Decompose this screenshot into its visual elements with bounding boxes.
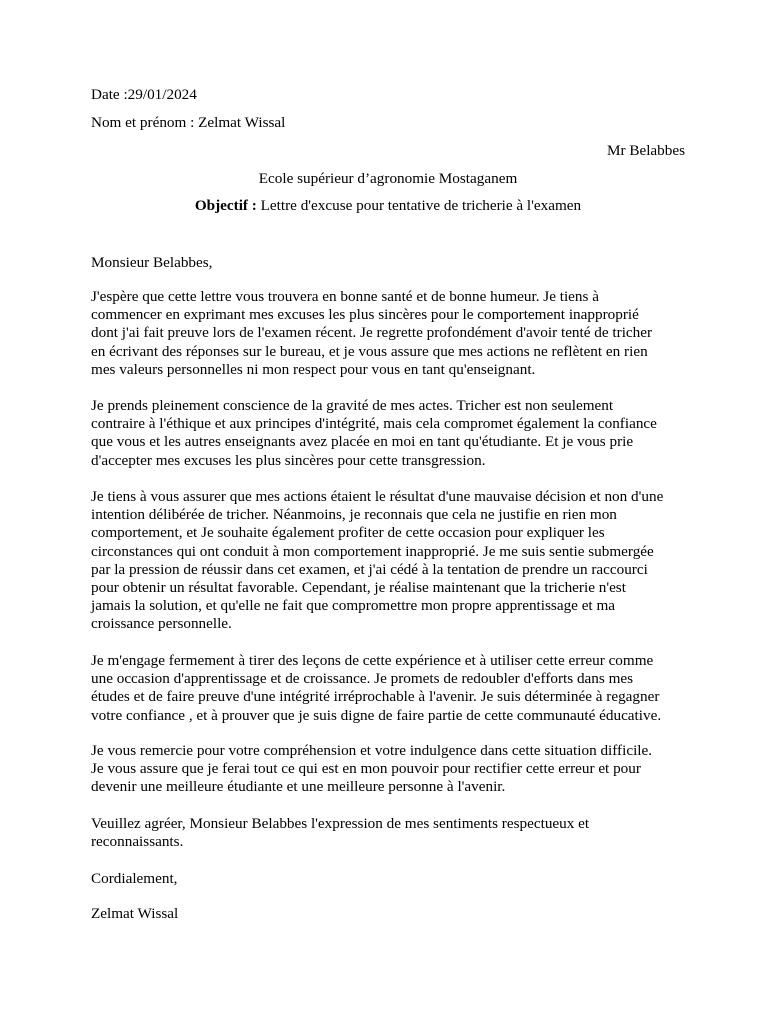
paragraph-line: J'espère que cette lettre vous trouvera en bonne santé et de bonne humeur. Je tiens à bbox=[91, 288, 599, 305]
paragraph-line: reconnaissants. bbox=[91, 833, 184, 851]
paragraph-line: d'accepter mes excuses les plus sincères pour cette transgression. bbox=[91, 451, 486, 469]
paragraph-line: mes valeurs personnelles ni mon respect pour vous en tant qu'enseignant. bbox=[91, 360, 536, 378]
paragraph-5 bbox=[91, 742, 685, 797]
salutation: Monsieur Belabbes, bbox=[91, 254, 213, 271]
paragraph-line: comportement, et Je souhaite également profiter de cette occasion pour expliquer les bbox=[91, 524, 605, 542]
objective-text: Lettre d'excuse pour tentative de tricherie à l'examen bbox=[256, 197, 582, 214]
paragraph-line: par la pression de réussir dans cet examen, et j'ai cédé à la tentation de prendre un raccourci bbox=[91, 560, 648, 578]
paragraph-line: Je vous remercie pour votre compréhension et votre indulgence dans cette situation difficile. bbox=[91, 742, 653, 759]
paragraph-line: circonstances qui ont conduit à mon comportement inapproprié. Je me suis sentie submergée bbox=[91, 542, 654, 560]
closing: Cordialement, bbox=[91, 870, 178, 887]
paragraph-line: dont j'ai fait preuve lors de l'examen récent. Je regrette profondément d'avoir tenté de tricher bbox=[91, 324, 653, 342]
paragraph-line: votre confiance , et à prouver que je suis digne de faire partie de cette communauté éducative. bbox=[91, 706, 662, 724]
paragraph-line: pour obtenir un résultat favorable. Cependant, je réalise maintenant que la tricherie n'est bbox=[91, 579, 626, 597]
paragraph-line: en écrivant des réponses sur le bureau, et je vous assure que mes actions ne reflètent en rien bbox=[91, 342, 648, 360]
paragraph-3 bbox=[91, 488, 685, 634]
paragraph-line: Je m'engage fermement à tirer des leçons de cette expérience et à utiliser cette erreur comme bbox=[91, 652, 654, 669]
name-line: Nom et prénom : Zelmat Wissal bbox=[91, 114, 286, 131]
paragraph-line: commencer en exprimant mes excuses les plus sincères pour le comportement inapproprié bbox=[91, 306, 639, 324]
school-line: Ecole supérieur d’agronomie Mostaganem bbox=[258, 170, 518, 187]
date-line: Date :29/01/2024 bbox=[91, 86, 197, 103]
paragraph-line: Je tiens à vous assurer que mes actions étaient le résultat d'une mauvaise décision et non d'une bbox=[91, 488, 664, 505]
paragraph-4 bbox=[91, 652, 685, 725]
recipient-line: Mr Belabbes bbox=[606, 142, 685, 159]
objective-label: Objectif : bbox=[194, 197, 257, 214]
paragraph-1 bbox=[91, 288, 685, 379]
paragraph-line: Je prends pleinement conscience de la gravité de mes actes. Tricher est non seulement bbox=[91, 397, 614, 414]
paragraph-line: devenir une meilleure étudiante et une meilleure personne à l'avenir. bbox=[91, 778, 506, 796]
paragraph-line: que vous et les autres enseignants avez placée en moi en tant qu'étudiante. Et je vous prie bbox=[91, 433, 634, 451]
paragraph-line: études et de faire preuve d'une intégrité irréprochable à l'avenir. Je suis déterminée à regagner bbox=[91, 688, 660, 706]
paragraph-line: jamais la solution, et qu'elle ne fait que compromettre mon propre apprentissage et ma bbox=[91, 597, 616, 615]
letter-page bbox=[91, 0, 685, 1024]
paragraph-line: croissance personnelle. bbox=[91, 615, 232, 633]
paragraph-line: Veuillez agréer, Monsieur Belabbes l'expression de mes sentiments respectueux et bbox=[91, 815, 590, 832]
paragraph-2 bbox=[91, 397, 685, 470]
paragraph-line: Je vous assure que je ferai tout ce qui est en mon pouvoir pour rectifier cette erreur et pour bbox=[91, 760, 641, 778]
paragraph-line: contraire à l'éthique et aux principes d'intégrité, mais cela compromet également la confiance bbox=[91, 415, 657, 433]
signature: Zelmat Wissal bbox=[91, 905, 179, 922]
paragraph-line: intention délibérée de tricher. Néanmoins, je reconnais que cela ne justifie en rien mon bbox=[91, 506, 617, 524]
objective-line bbox=[91, 197, 685, 215]
paragraph-line: une occasion d'apprentissage et de croissance. Je promets de redoubler d'efforts dans mes bbox=[91, 670, 634, 688]
paragraph-6 bbox=[91, 815, 685, 851]
